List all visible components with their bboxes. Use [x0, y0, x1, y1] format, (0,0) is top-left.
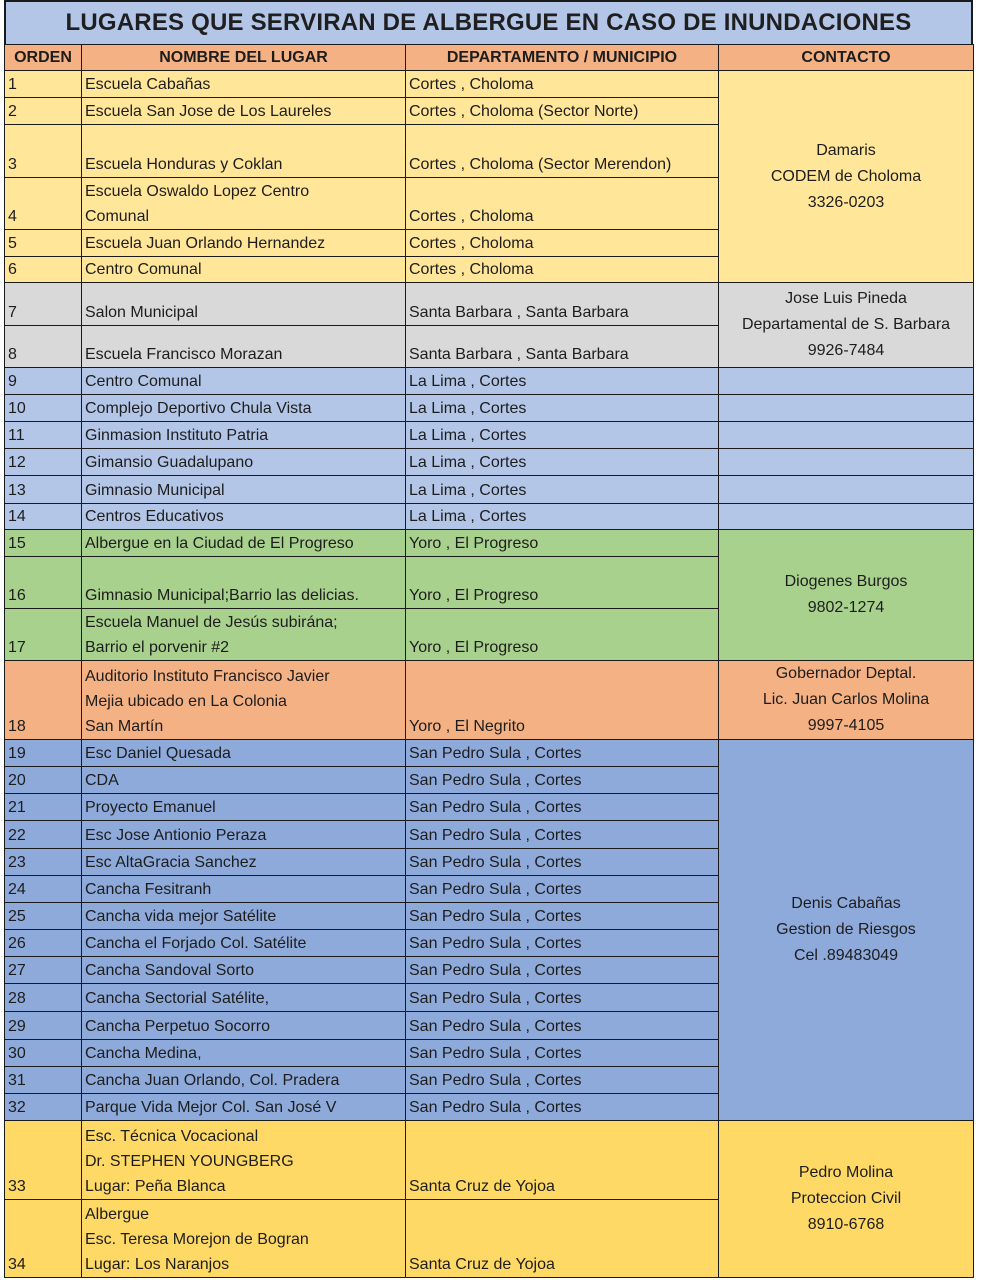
departamento-cell: Santa Cruz de Yojoa	[406, 1200, 719, 1278]
departamento-cell: San Pedro Sula , Cortes	[406, 957, 719, 984]
nombre-line: Parque Vida Mejor Col. San José V	[85, 1099, 337, 1116]
orden-cell: 15	[5, 530, 82, 557]
departamento-cell: San Pedro Sula , Cortes	[406, 1094, 719, 1121]
nombre-line: Gimnasio Municipal;Barrio las delicias.	[85, 587, 359, 604]
nombre-line: CDA	[85, 772, 119, 789]
nombre-cell	[82, 661, 406, 740]
header-row	[5, 45, 974, 71]
nombre-cell	[82, 876, 406, 903]
orden-cell: 34	[5, 1200, 82, 1278]
table-row	[5, 422, 974, 449]
nombre-line: San Martín	[85, 718, 164, 735]
departamento-cell: San Pedro Sula , Cortes	[406, 1067, 719, 1094]
nombre-cell	[82, 476, 406, 504]
departamento-cell: Cortes , Choloma	[406, 257, 719, 283]
orden-cell: 27	[5, 957, 82, 984]
contacto-cell	[719, 368, 974, 395]
nombre-cell	[82, 283, 406, 326]
nombre-line: Esc Jose Antionio Peraza	[85, 827, 267, 844]
nombre-cell	[82, 1200, 406, 1278]
nombre-line: Esc. Técnica Vocacional	[85, 1128, 259, 1145]
table-row	[5, 368, 974, 395]
orden-cell: 13	[5, 476, 82, 504]
orden-cell: 4	[5, 178, 82, 230]
table-row	[5, 283, 974, 326]
contacto-line: 3326-0203	[807, 193, 885, 211]
contacto-line: Diogenes Burgos	[784, 573, 908, 590]
contacto-line: Damaris	[816, 141, 876, 159]
nombre-cell	[82, 449, 406, 476]
nombre-line: Lugar: Peña Blanca	[85, 1178, 226, 1195]
contacto-cell	[719, 71, 974, 283]
departamento-cell: Cortes , Choloma (Sector Norte)	[406, 98, 719, 125]
orden-cell: 22	[5, 821, 82, 849]
orden-cell: 31	[5, 1067, 82, 1094]
orden-cell: 3	[5, 125, 82, 178]
nombre-cell	[82, 930, 406, 957]
nombre-line: Cancha Medina,	[85, 1045, 202, 1062]
nombre-line: Esc Daniel Quesada	[85, 745, 231, 762]
header-contacto: CONTACTO	[719, 45, 974, 71]
contacto-line: Gestion de Riesgos	[776, 921, 916, 938]
orden-cell: 23	[5, 849, 82, 876]
nombre-cell	[82, 984, 406, 1012]
orden-cell: 21	[5, 794, 82, 821]
nombre-line: Esc AltaGracia Sanchez	[85, 854, 257, 871]
contacto-line: Departamental de S. Barbara	[741, 316, 951, 333]
orden-cell: 26	[5, 930, 82, 957]
departamento-cell: Cortes , Choloma	[406, 178, 719, 230]
nombre-line: Gimnasio Municipal	[85, 482, 225, 499]
nombre-line: Escuela Honduras y Coklan	[85, 156, 283, 173]
nombre-line: Escuela San Jose de Los Laureles	[85, 103, 332, 120]
departamento-cell: Cortes , Choloma (Sector Merendon)	[406, 125, 719, 178]
nombre-line: Complejo Deportivo Chula Vista	[85, 400, 312, 417]
orden-cell: 6	[5, 257, 82, 283]
orden-cell: 29	[5, 1012, 82, 1040]
contacto-line: 9802-1274	[807, 599, 885, 616]
contacto-line: Jose Luis Pineda	[785, 290, 907, 307]
nombre-cell	[82, 125, 406, 178]
nombre-line: Cancha Perpetuo Socorro	[85, 1018, 270, 1035]
orden-cell: 10	[5, 395, 82, 422]
shelter-table-body	[5, 71, 974, 1278]
contacto-line: Denis Cabañas	[791, 895, 901, 912]
nombre-line: Escuela Oswaldo Lopez Centro	[85, 183, 310, 200]
contacto-line: Cel .89483049	[793, 947, 899, 964]
nombre-cell	[82, 767, 406, 794]
contacto-line: CODEM de Choloma	[770, 167, 922, 185]
nombre-line: Cancha Sandoval Sorto	[85, 962, 254, 979]
nombre-cell	[82, 257, 406, 283]
contacto-cell	[719, 283, 974, 368]
contacto-cell	[719, 504, 974, 530]
departamento-cell: La Lima , Cortes	[406, 504, 719, 530]
departamento-cell: La Lima , Cortes	[406, 422, 719, 449]
nombre-cell	[82, 368, 406, 395]
departamento-cell: San Pedro Sula , Cortes	[406, 740, 719, 767]
nombre-line: Cancha vida mejor Satélite	[85, 908, 277, 925]
departamento-cell: Cortes , Choloma	[406, 71, 719, 98]
nombre-cell	[82, 530, 406, 557]
orden-cell: 33	[5, 1121, 82, 1200]
nombre-line: Escuela Juan Orlando Hernandez	[85, 235, 326, 252]
nombre-line: Auditorio Instituto Francisco Javier	[85, 668, 330, 685]
table-row	[5, 530, 974, 557]
orden-cell: 12	[5, 449, 82, 476]
nombre-cell	[82, 1040, 406, 1067]
contacto-line: Pedro Molina	[798, 1164, 894, 1181]
table-row	[5, 71, 974, 98]
orden-cell: 9	[5, 368, 82, 395]
nombre-cell	[82, 98, 406, 125]
departamento-cell: San Pedro Sula , Cortes	[406, 984, 719, 1012]
departamento-cell: Cortes , Choloma	[406, 230, 719, 257]
departamento-cell: Yoro , El Progreso	[406, 530, 719, 557]
departamento-cell: San Pedro Sula , Cortes	[406, 876, 719, 903]
table-row	[5, 504, 974, 530]
nombre-cell	[82, 71, 406, 98]
nombre-line: Escuela Cabañas	[85, 76, 211, 93]
nombre-line: Centro Comunal	[85, 373, 202, 390]
nombre-line: Cancha Fesitranh	[85, 881, 212, 898]
orden-cell: 8	[5, 326, 82, 368]
departamento-cell: San Pedro Sula , Cortes	[406, 821, 719, 849]
header-departamento: DEPARTAMENTO / MUNICIPIO	[406, 45, 719, 71]
departamento-cell: La Lima , Cortes	[406, 368, 719, 395]
table-row	[5, 449, 974, 476]
nombre-line: Escuela Manuel de Jesús subirána;	[85, 614, 338, 631]
departamento-cell: Santa Barbara , Santa Barbara	[406, 326, 719, 368]
contacto-line: 9997-4105	[807, 717, 885, 734]
orden-cell: 20	[5, 767, 82, 794]
nombre-line: Cancha el Forjado Col. Satélite	[85, 935, 307, 952]
nombre-line: Barrio el porvenir #2	[85, 639, 230, 656]
contacto-cell	[719, 661, 974, 740]
contacto-cell	[719, 740, 974, 1121]
orden-cell: 28	[5, 984, 82, 1012]
nombre-cell	[82, 903, 406, 930]
nombre-cell	[82, 609, 406, 661]
nombre-cell	[82, 1012, 406, 1040]
nombre-line: Esc. Teresa Morejon de Bogran	[85, 1231, 309, 1248]
nombre-line: Salon Municipal	[85, 304, 198, 321]
header-nombre: NOMBRE DEL LUGAR	[82, 45, 406, 71]
nombre-cell	[82, 957, 406, 984]
nombre-line: Cancha Juan Orlando, Col. Pradera	[85, 1072, 340, 1089]
departamento-cell: La Lima , Cortes	[406, 395, 719, 422]
orden-cell: 17	[5, 609, 82, 661]
contacto-cell	[719, 395, 974, 422]
nombre-cell	[82, 794, 406, 821]
departamento-cell: Santa Cruz de Yojoa	[406, 1121, 719, 1200]
nombre-cell	[82, 740, 406, 767]
contacto-cell	[719, 449, 974, 476]
orden-cell: 32	[5, 1094, 82, 1121]
departamento-cell: San Pedro Sula , Cortes	[406, 1012, 719, 1040]
nombre-line: Comunal	[85, 208, 150, 225]
sheet-title: LUGARES QUE SERVIRAN DE ALBERGUE EN CASO DE INUNDACIONES	[4, 0, 973, 44]
table-row	[5, 740, 974, 767]
orden-cell: 25	[5, 903, 82, 930]
orden-cell: 30	[5, 1040, 82, 1067]
nombre-cell	[82, 178, 406, 230]
nombre-line: Mejia ubicado en La Colonia	[85, 693, 287, 710]
nombre-cell	[82, 1094, 406, 1121]
orden-cell: 1	[5, 71, 82, 98]
nombre-line: Albergue en la Ciudad de El Progreso	[85, 535, 354, 552]
orden-cell: 11	[5, 422, 82, 449]
contacto-line: 9926-7484	[807, 342, 885, 359]
nombre-line: Ginmasion Instituto Patria	[85, 427, 269, 444]
departamento-cell: San Pedro Sula , Cortes	[406, 794, 719, 821]
shelter-sheet	[4, 0, 973, 1278]
contacto-line: Gobernador Deptal.	[775, 665, 917, 682]
departamento-cell: La Lima , Cortes	[406, 449, 719, 476]
orden-cell: 18	[5, 661, 82, 740]
nombre-cell	[82, 504, 406, 530]
orden-cell: 5	[5, 230, 82, 257]
nombre-line: Centro Comunal	[85, 261, 202, 278]
nombre-cell	[82, 557, 406, 609]
departamento-cell: Yoro , El Progreso	[406, 557, 719, 609]
nombre-line: Cancha Sectorial Satélite,	[85, 990, 270, 1007]
departamento-cell: Yoro , El Progreso	[406, 609, 719, 661]
nombre-cell	[82, 1121, 406, 1200]
table-row	[5, 395, 974, 422]
table-row	[5, 661, 974, 740]
contacto-cell	[719, 422, 974, 449]
nombre-cell	[82, 422, 406, 449]
nombre-line: Dr. STEPHEN YOUNGBERG	[85, 1153, 294, 1170]
departamento-cell: La Lima , Cortes	[406, 476, 719, 504]
header-orden: ORDEN	[5, 45, 82, 71]
departamento-cell: San Pedro Sula , Cortes	[406, 1040, 719, 1067]
orden-cell: 16	[5, 557, 82, 609]
nombre-cell	[82, 395, 406, 422]
departamento-cell: San Pedro Sula , Cortes	[406, 849, 719, 876]
nombre-cell	[82, 230, 406, 257]
departamento-cell: San Pedro Sula , Cortes	[406, 767, 719, 794]
nombre-cell	[82, 326, 406, 368]
orden-cell: 2	[5, 98, 82, 125]
departamento-cell: Santa Barbara , Santa Barbara	[406, 283, 719, 326]
departamento-cell: San Pedro Sula , Cortes	[406, 903, 719, 930]
contacto-cell	[719, 476, 974, 504]
contacto-cell	[719, 530, 974, 661]
contacto-line: 8910-6768	[807, 1216, 885, 1233]
nombre-cell	[82, 849, 406, 876]
contacto-cell	[719, 1121, 974, 1278]
nombre-cell	[82, 1067, 406, 1094]
orden-cell: 14	[5, 504, 82, 530]
table-row	[5, 476, 974, 504]
nombre-line: Lugar: Los Naranjos	[85, 1256, 230, 1273]
nombre-line: Proyecto Emanuel	[85, 799, 216, 816]
departamento-cell: San Pedro Sula , Cortes	[406, 930, 719, 957]
nombre-line: Centros Educativos	[85, 508, 224, 525]
table-row	[5, 1121, 974, 1200]
contacto-line: Lic. Juan Carlos Molina	[762, 691, 930, 708]
orden-cell: 7	[5, 283, 82, 326]
orden-cell: 24	[5, 876, 82, 903]
contacto-line: Proteccion Civil	[790, 1190, 902, 1207]
nombre-line: Albergue	[85, 1206, 150, 1223]
departamento-cell: Yoro , El Negrito	[406, 661, 719, 740]
shelter-table	[4, 44, 974, 1278]
nombre-line: Gimansio Guadalupano	[85, 454, 254, 471]
nombre-line: Escuela Francisco Morazan	[85, 346, 283, 363]
nombre-cell	[82, 821, 406, 849]
orden-cell: 19	[5, 740, 82, 767]
